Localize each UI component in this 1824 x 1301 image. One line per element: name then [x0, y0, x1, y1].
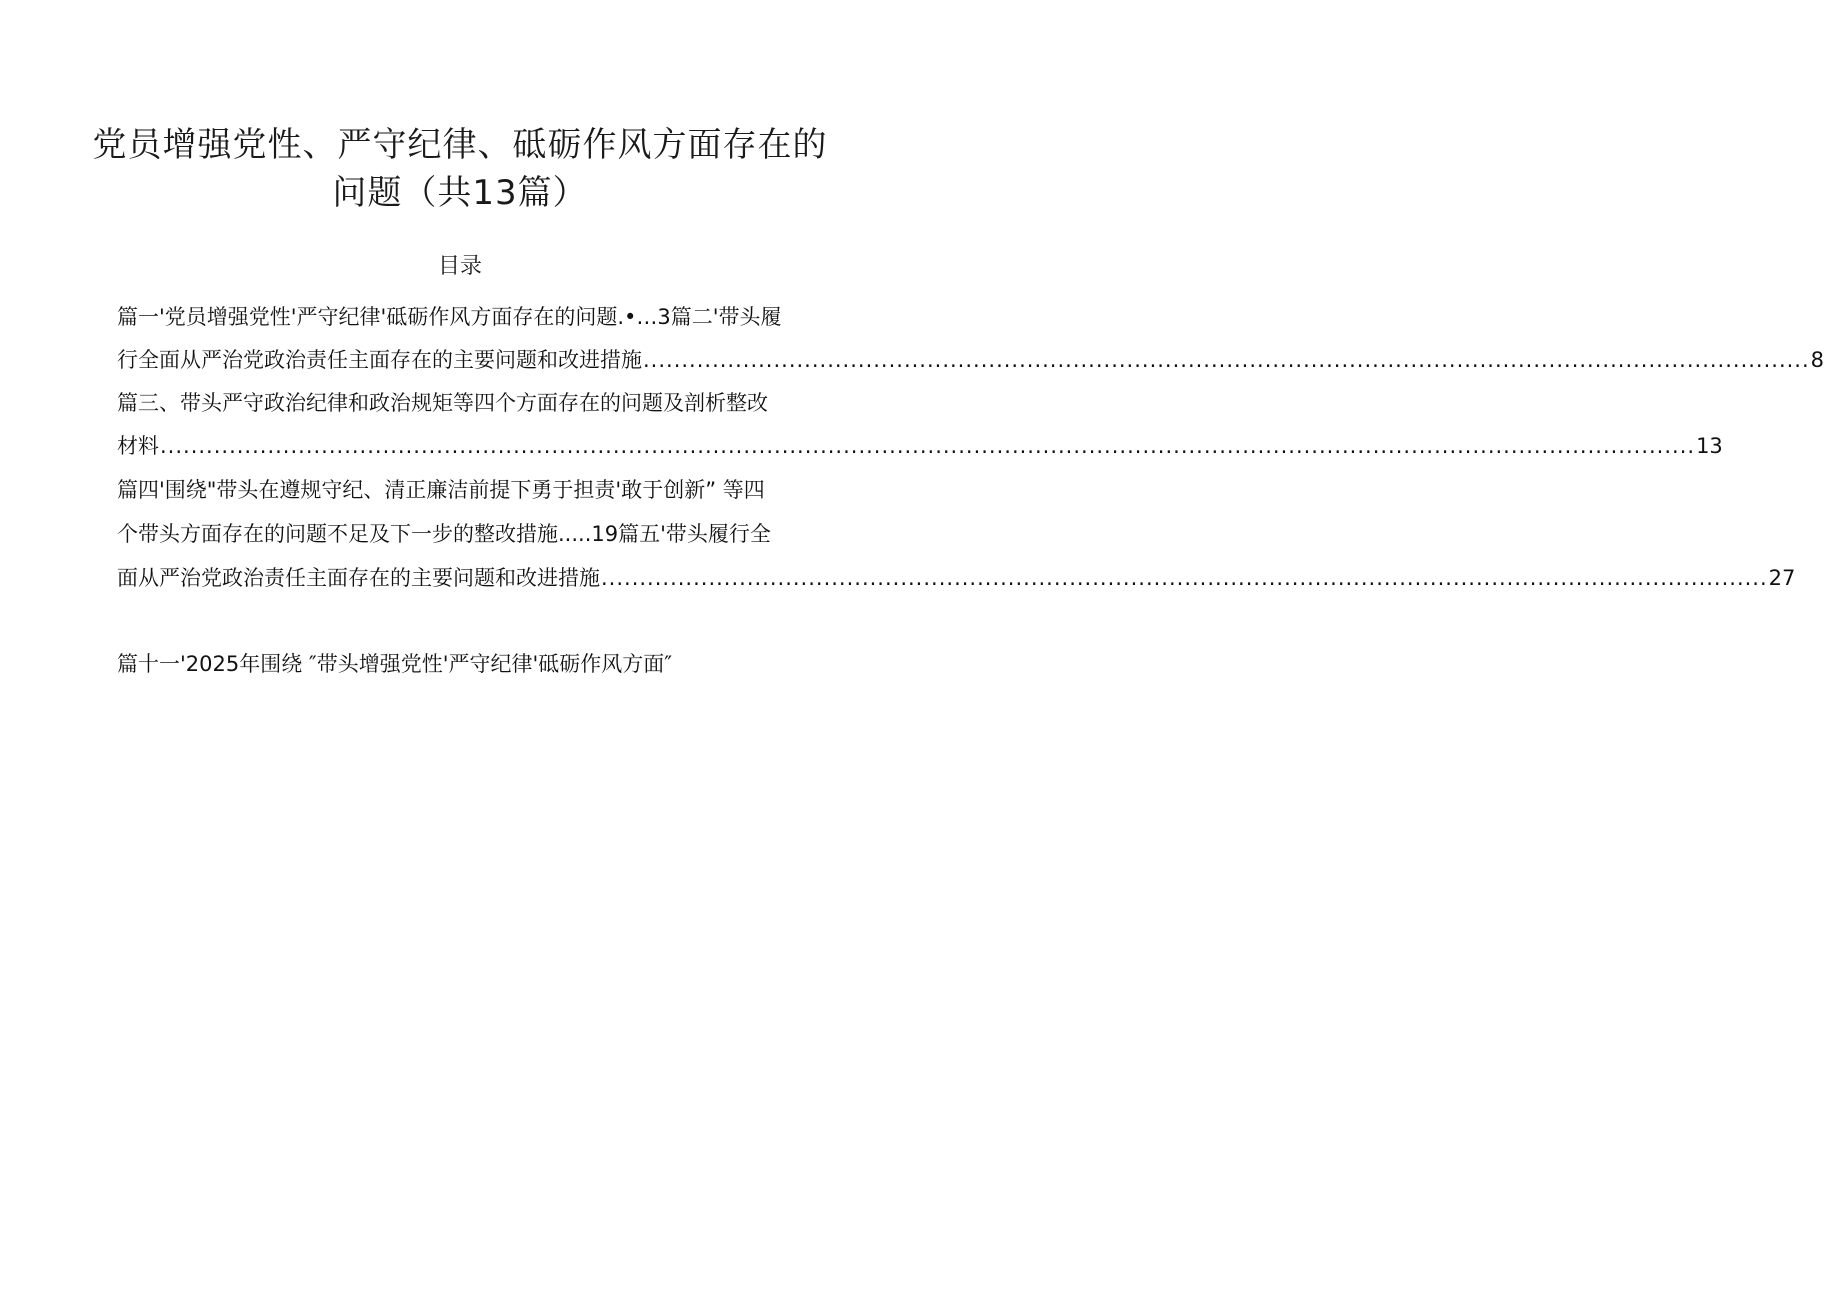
- toc-line-3: 篇三、带头严守政治纪律和政治规矩等四个方面存在的问题及剖析整改: [117, 391, 768, 415]
- toc-line-6: 个带头方面存在的问题不足及下一步的整改措施.....19篇五'带头履行全: [117, 522, 771, 546]
- toc-line-2: [117, 344, 1824, 376]
- toc-line-4: [117, 430, 1723, 462]
- toc-dot-leader: ........................................................................................................................................................: [601, 566, 1768, 590]
- toc-line-8: 篇十一'2025年围绕 ″带头增强党性'严守纪律'砥砺作风方面″: [117, 652, 673, 676]
- toc-heading: 目录: [437, 254, 482, 279]
- document-title-line-1: 党员增强党性、严守纪律、砥砺作风方面存在的: [92, 125, 828, 165]
- toc-page-number: 27: [1768, 566, 1796, 590]
- toc-line-7: [117, 562, 1796, 594]
- toc-dot-leader: ........................................................................................................................................................................................................: [160, 434, 1696, 458]
- toc-dot-leader: ........................................................................................................................................................: [643, 348, 1810, 372]
- toc-entry-text: 材料: [117, 434, 159, 458]
- toc-page-number: 13: [1696, 434, 1723, 458]
- toc-entry-text: 面从严治党政治责任主面存在的主要问题和改进措施: [117, 566, 600, 590]
- toc-line-5: 篇四'围绕"带头在遵规守纪、清正廉洁前提下勇于担责'敢于创新” 等四: [117, 478, 765, 502]
- document-title-line-2: 问题（共13篇）: [332, 173, 588, 213]
- toc-page-number: 8: [1810, 348, 1824, 372]
- toc-entry-text: 行全面从严治党政治责任主面存在的主要问题和改进措施: [117, 348, 642, 372]
- toc-line-1: 篇一'党员增强党性'严守纪律'砥砺作风方面存在的问题.•…3篇二'带头履: [117, 305, 782, 329]
